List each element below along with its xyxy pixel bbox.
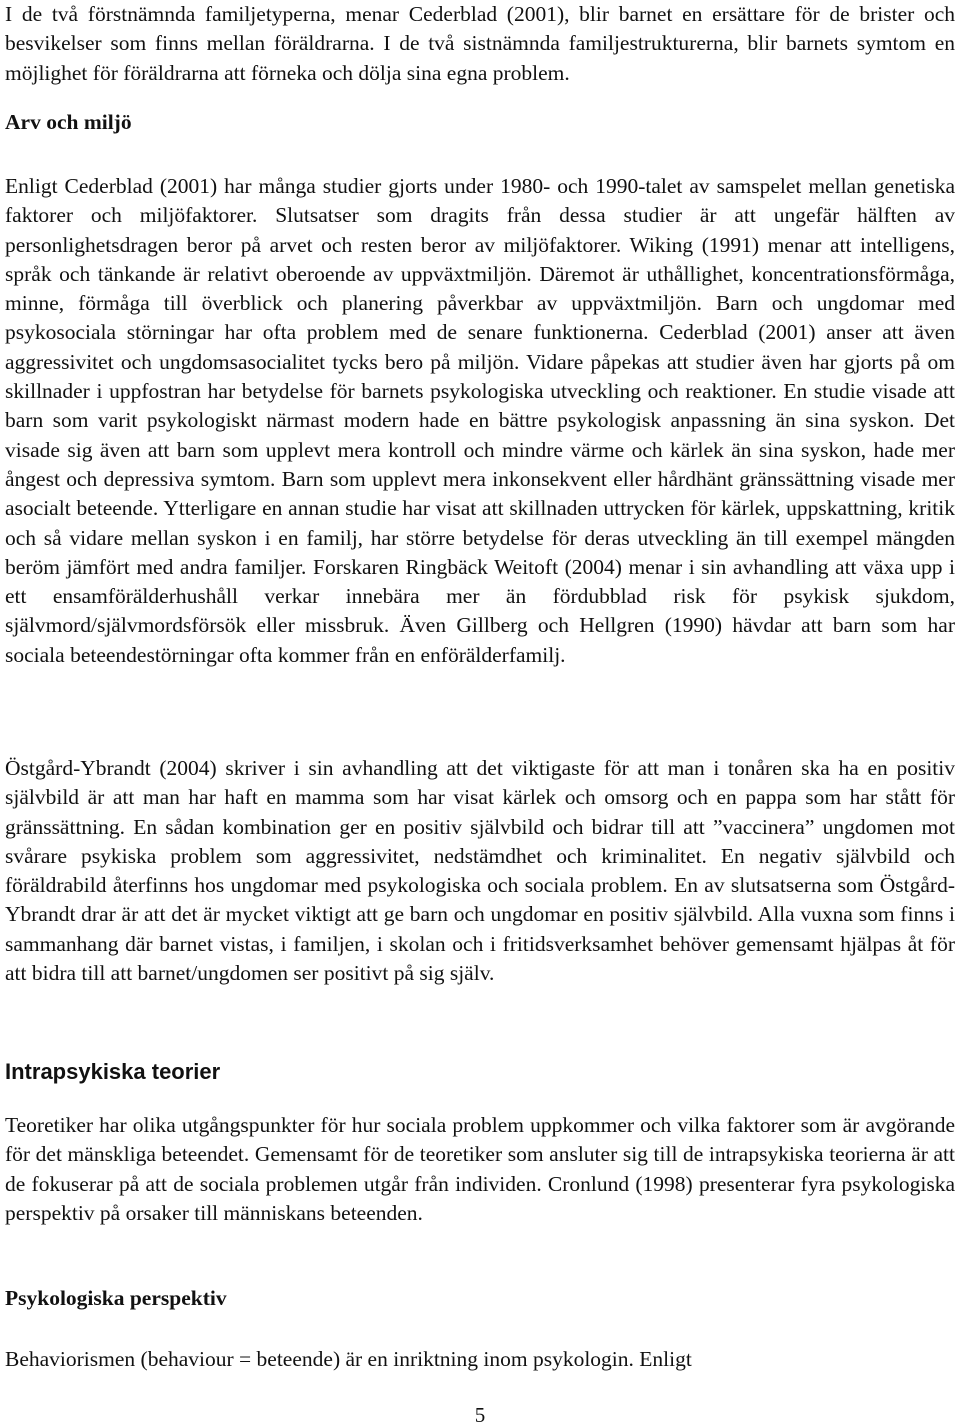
paragraph-behaviorism: Behaviorismen (behaviour = beteende) är en inriktning inom psykologin. Enligt	[5, 1347, 692, 1371]
paragraph-arv-och-miljo: Enligt Cederblad (2001) har många studier gjorts under 1980- och 1990-talet av samspelet mellan genetiska faktorer och miljöfaktorer. Slutsatser som dragits från dessa studier är att ungefär hälften av personlighetsdragen beror på arvet och resten beror av miljöfaktorer. Wiking (1991) menar att intelligens, språk och tänkande är relativt oberoende av uppväxtmiljön. Däremot är uthållighet, koncentrationsförmåga, minne, förmåga till överblick och planering påverkbar av uppväxtmiljön. Barn och ungdomar med psykosociala störningar har ofta problem med de senare funktionerna. Cederblad (2001) anser att även aggressivitet och ungdomsasocialitet tycks bero på miljön. Vidare påpekas att studier även har gjorts på om skillnader i uppfostran har betydelse för barnets psykologiska utveckling och reaktioner. En studie visade att barn som varit psykologiskt närmast modern hade en bättre psykologisk anpassning än sina syskon. Det visade sig även att barn som upplevt mera kontroll och mindre värme och kärlek än sina syskon, hade mer ångest och depressiva symtom. Barn som upplevt mera inkonsekvent eller hårdhänt gränssättning visade mer asocialt beteende. Ytterligare en annan studie har visat att skillnaden uttrycken för kärlek, uppskattning, kritik och så vidare mellan syskon i en familj, har större betydelse för deras utveckling än till exempel mängden beröm jämfört med andra familjer. Forskaren Ringbäck Weitoft (2004) menar i sin avhandling att växa upp i ett ensamförälderhushåll verkar innebära mer än fördubblad risk för psykisk sjukdom, självmord/självmordsförsök eller missbruk. Även Gillberg och Hellgren (1990) hävdar att barn som har sociala beteendestörningar ofta kommer från en enförälderfamilj.	[5, 174, 955, 667]
heading-arv-och-miljo: Arv och miljö	[5, 110, 132, 134]
page-number: 5	[474, 1403, 486, 1427]
paragraph-intrapsykiska-teorier: Teoretiker har olika utgångspunkter för hur sociala problem uppkommer och vilka faktorer som är avgörande för det mänskliga beteendet. Gemensamt för de teoretiker som ansluter sig till de intrapsykiska teorierna är att de fokuserar på att de sociala problemen utgår från individen. Cronlund (1998) presenterar fyra psykologiska perspektiv på orsaker till människans beteenden.	[5, 1113, 955, 1225]
heading-psykologiska-perspektiv: Psykologiska perspektiv	[5, 1286, 227, 1310]
intro-paragraph: I de två förstnämnda familjetyperna, menar Cederblad (2001), blir barnet en ersättare för de brister och besvikelser som finns mellan föräldrarna. I de två sistnämnda familjestrukturerna, blir barnets symtom en möjlighet för föräldrarna att förneka och dölja sina egna problem.	[5, 2, 955, 85]
paragraph-ostgard-ybrandt: Östgård-Ybrandt (2004) skriver i sin avhandling att det viktigaste för att man i tonåren ska ha en positiv självbild är att man har haft en mamma som har visat kärlek och omsorg och en pappa som har stått för gränssättning. En sådan kombination ger en positiv självbild och bidrar till att ”vaccinera” ungdomen mot svårare psykiska problem som aggressivitet, nedstämdhet och kriminalitet. En negativ självbild och föräldrabild återfinns hos ungdomar med psykologiska och sociala problem. En av slutsatserna som Östgård-Ybrandt drar är att det är mycket viktigt att ge barn och ungdomar en positiv självbild. Alla vuxna som finns i sammanhang där barnet vistas, i familjen, i skolan och i fritidsverksamhet behöver gemensamt hjälpas åt för att bidra till att barnet/ungdomen ser positivt på sig själv.	[5, 756, 955, 986]
heading-intrapsykiska-teorier: Intrapsykiska teorier	[5, 1059, 221, 1084]
